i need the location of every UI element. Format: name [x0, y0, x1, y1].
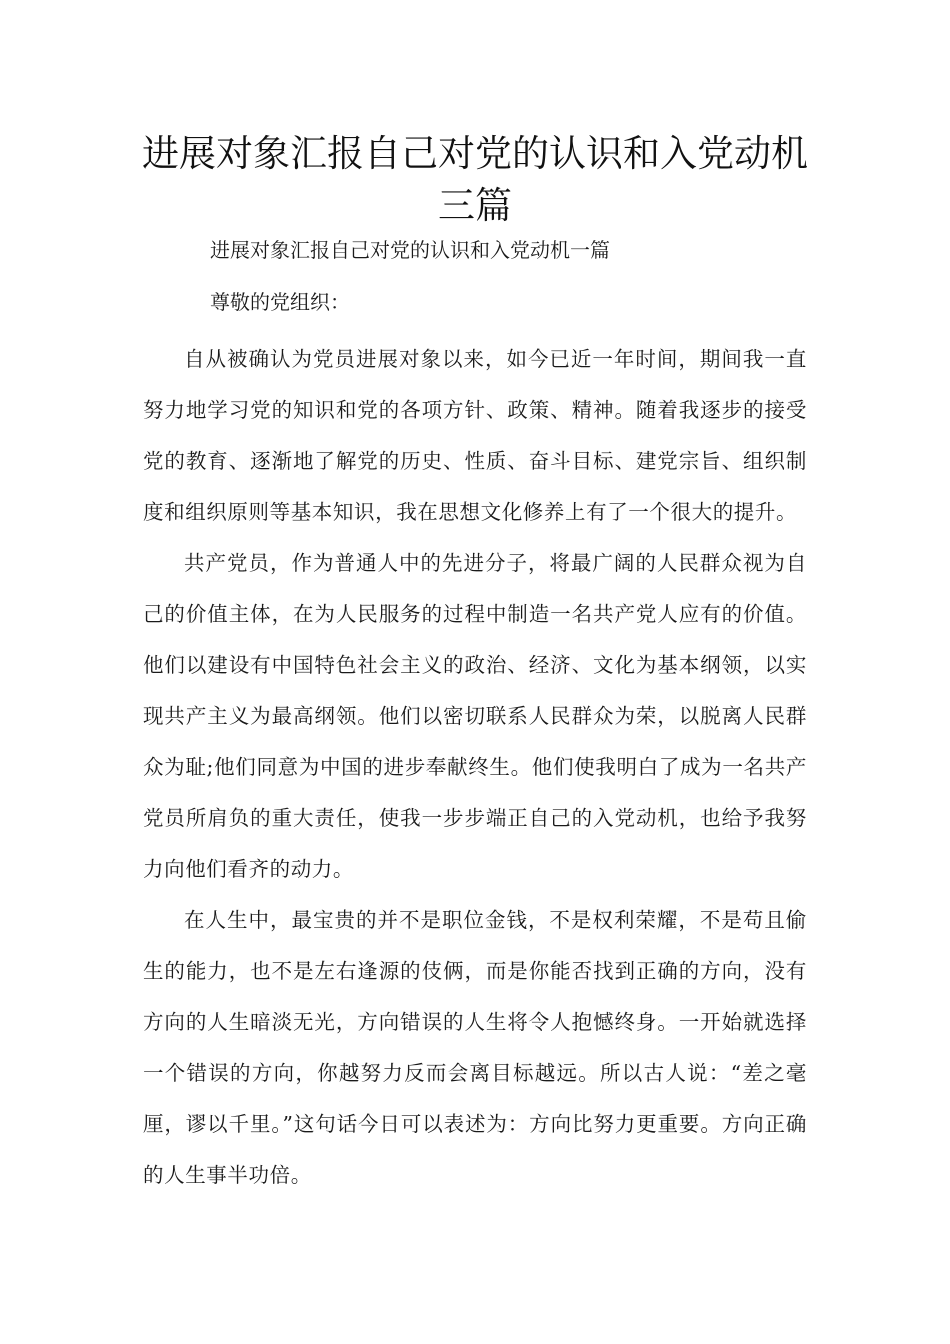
salutation: 尊敬的党组织：	[210, 290, 350, 314]
document-subtitle: 进展对象汇报自己对党的认识和入党动机一篇	[210, 238, 610, 262]
document-title: 进展对象汇报自己对党的认识和入党动机三篇	[142, 132, 808, 227]
paragraph: 自从被确认为党员进展对象以来，如今已近一年时间，期间我一直努力地学习党的知识和党的各项方针、政策、精神。随着我逐步的接受党的教育、逐渐地了解党的历史、性质、奋斗目标、建党宗旨、组织制度和组织原则等基本知识，我在思想文化修养上有了一个很大的提升。	[143, 347, 807, 524]
paragraph: 共产党员，作为普通人中的先进分子，将最广阔的人民群众视为自己的价值主体，在为人民服务的过程中制造一名共产党人应有的价值。他们以建设有中国特色社会主义的政治、经济、文化为基本纲领，以实现共产主义为最高纲领。他们以密切联系人民群众为荣，以脱离人民群众为耻;他们同意为中国的进步奉献终生。他们使我明白了成为一名共产党员所肩负的重大责任，使我一步步端正自己的入党动机，也给予我努力向他们看齐的动力。	[143, 551, 807, 881]
body-text	[143, 334, 807, 1201]
paragraph: 在人生中，最宝贵的并不是职位金钱，不是权利荣耀，不是苟且偷生的能力，也不是左右逢源的伎俩，而是你能否找到正确的方向，没有方向的人生暗淡无光，方向错误的人生将令人抱憾终身。一开始就选择一个错误的方向，你越努力反而会离目标越远。所以古人说：“差之毫厘，谬以千里。”这句话今日可以表述为：方向比努力更重要。方向正确的人生事半功倍。	[143, 908, 807, 1187]
